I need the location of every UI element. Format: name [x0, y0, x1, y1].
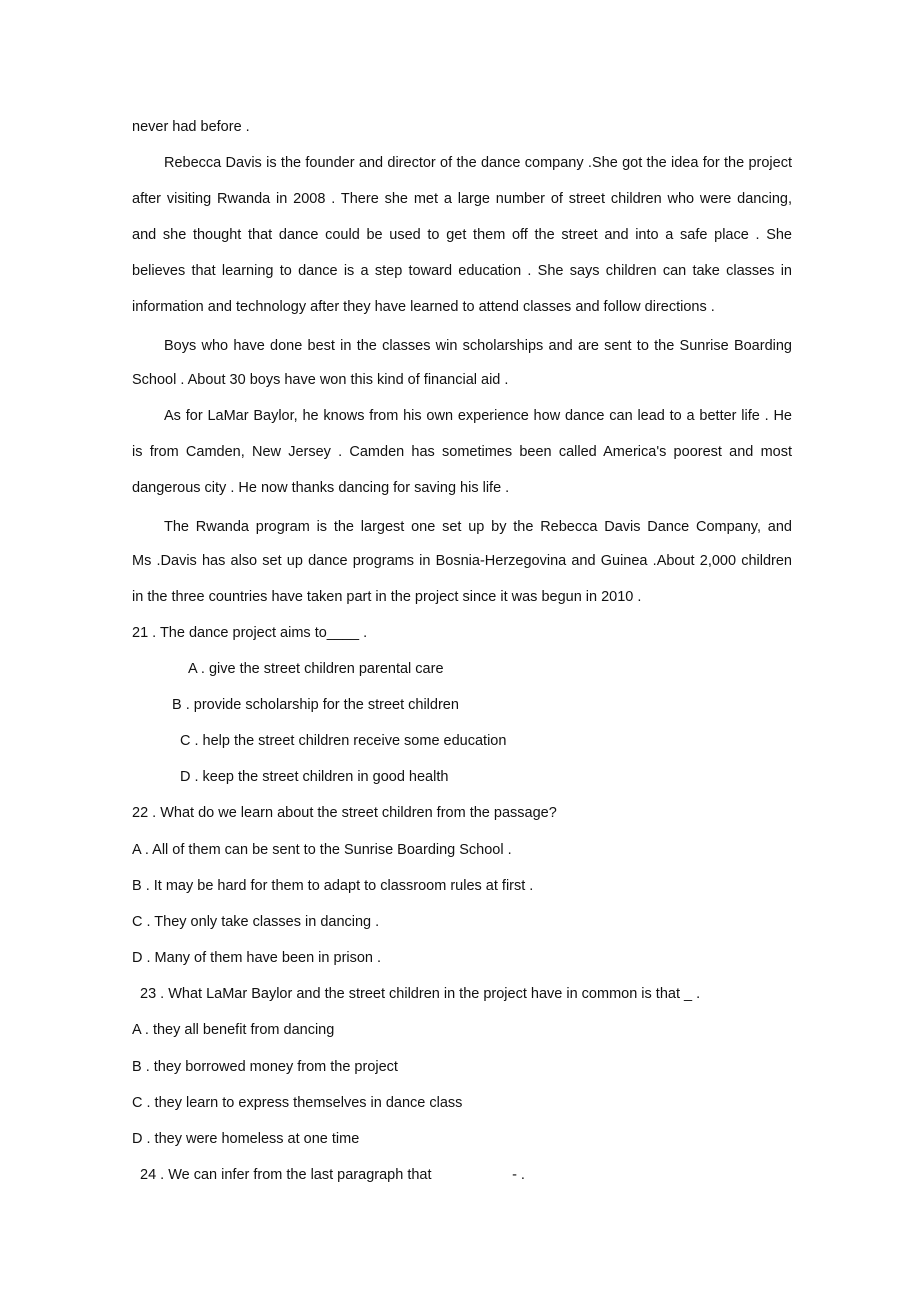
passage-line: As for LaMar Baylor, he knows from his own experience how dance can lead to a better life . He	[164, 408, 792, 424]
passage-line: Boys who have done best in the classes win scholarships and are sent to the Sunrise Boarding	[164, 338, 792, 354]
question-stem: 21 . The dance project aims to____ .	[132, 625, 368, 641]
passage-line: is from Camden, New Jersey . Camden has sometimes been called America's poorest and most	[132, 444, 792, 460]
passage-line: never had before .	[132, 119, 250, 135]
answer-option: B . provide scholarship for the street children	[172, 697, 459, 713]
passage-line: School . About 30 boys have won this kind of financial aid .	[132, 372, 509, 388]
answer-option: C . They only take classes in dancing .	[132, 914, 380, 930]
passage-line: after visiting Rwanda in 2008 . There she met a large number of street children who were dancing,	[132, 191, 792, 207]
answer-option: C . help the street children receive some education	[180, 733, 507, 749]
answer-option: B . they borrowed money from the project	[132, 1059, 398, 1075]
question-stem: 22 . What do we learn about the street children from the passage?	[132, 805, 557, 821]
question-stem: 24 . We can infer from the last paragraph that - .	[140, 1167, 525, 1183]
answer-option: D . keep the street children in good health	[180, 769, 449, 785]
passage-line: Rebecca Davis is the founder and director of the dance company .She got the idea for the project	[164, 155, 792, 171]
passage-line: believes that learning to dance is a step toward education . She says children can take classes in	[132, 263, 792, 279]
question-stem: 23 . What LaMar Baylor and the street children in the project have in common is that _ .	[140, 986, 701, 1002]
passage-line: and she thought that dance could be used to get them off the street and into a safe place . She	[132, 227, 792, 243]
answer-option: C . they learn to express themselves in dance class	[132, 1095, 463, 1111]
answer-option: A . they all benefit from dancing	[132, 1022, 335, 1038]
answer-option: A . give the street children parental care	[188, 661, 444, 677]
answer-option: D . they were homeless at one time	[132, 1131, 360, 1147]
answer-option: D . Many of them have been in prison .	[132, 950, 382, 966]
passage-line: information and technology after they have learned to attend classes and follow directions .	[132, 299, 715, 315]
passage-line: dangerous city . He now thanks dancing for saving his life .	[132, 480, 510, 496]
answer-option: A . All of them can be sent to the Sunrise Boarding School .	[132, 842, 512, 858]
passage-line: The Rwanda program is the largest one set up by the Rebecca Davis Dance Company, and	[164, 519, 792, 535]
answer-option: B . It may be hard for them to adapt to classroom rules at first .	[132, 878, 534, 894]
passage-line: in the three countries have taken part in the project since it was begun in 2010 .	[132, 589, 642, 605]
passage-line: Ms .Davis has also set up dance programs in Bosnia-Herzegovina and Guinea .About 2,000 children	[132, 553, 792, 569]
